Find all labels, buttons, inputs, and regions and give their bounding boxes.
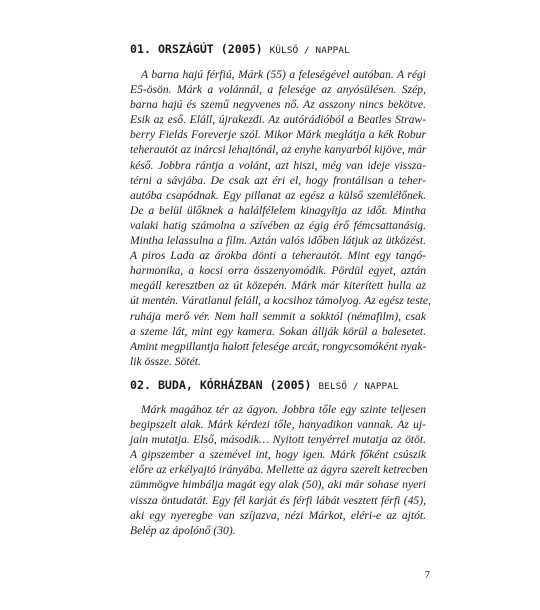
scene-text-line: Esik az eső. Eláll, újrakezdi. Az autórádióból a Beatles Straw- <box>130 113 426 127</box>
scene-text-line: késő. Jobbra rántja a volánt, azt hiszi, még van ideje vissza- <box>130 158 426 172</box>
scene-description-1 <box>130 67 431 369</box>
scene-text-line: jain mutatja. Első, második… Nyitott tenyérrel mutatja az ötöt. <box>130 433 426 447</box>
scene-text-line: teherautót az inárcsi lehajtónál, az enyhe kanyarból kijöve, már <box>130 143 427 157</box>
scene-text-line: begipszelt alak. Márk kérdezi tőle, hanyadikon vannak. Az uj- <box>130 418 426 432</box>
scene-text-line: E5-ösön. Márk a volánnál, a felesége az anyósülésen. Szép, <box>130 83 426 97</box>
scene-text-line: Amint megpillantja halott felesége arcát, rongycsomóként nyak- <box>130 339 427 353</box>
scene-number: 02. <box>130 378 151 392</box>
scene-text-line: autóba csapódnak. Egy pillanat az egész a külső szemlélőnek. <box>130 188 426 202</box>
scene-text-line: aki egy nyeregbe van szíjazva, nézi Márkot, eléri-e az ajtót. <box>130 508 426 522</box>
scene-tag: BELSŐ / NAPPAL <box>318 381 399 392</box>
scene-text-line: A barna hajú férfiú, Márk (55) a feleségével autóban. A régi <box>141 68 426 81</box>
scene-text-line: zümmögve himbálja magát egy alak (50), aki már sohase nyeri <box>130 478 426 492</box>
scene-number: 01. <box>130 42 151 56</box>
scene-text-line: A gipszember a szemével int, hogy igen. Márk főként csúszik <box>130 448 426 462</box>
scene-text-line: ruhája merő vér. Nem hall semmit a sokktól (némafilm), csak <box>130 309 426 323</box>
scene-text-line: térni a sávjába. De csak azt éri el, hogy frontálisan a teher- <box>130 173 426 187</box>
scene-text-line: harmonika, a kocsi orra összenyomódik. Pördül egyet, aztán <box>130 264 426 278</box>
scene-text-line: vissza öntudatát. Egy fél karját és férfi lábát vesztett férfi (45), <box>130 493 426 507</box>
scene-location: BUDA, KÓRHÁZBAN <box>157 378 263 392</box>
scene-description-2 <box>130 402 426 538</box>
scene-heading-1 <box>130 42 350 56</box>
scene-text-line: a szeme lát, mint egy kamera. Sokan állják körül a balesetet. <box>130 324 426 338</box>
scene-location: ORSZÁGÚT <box>157 42 214 56</box>
scene-tag: KÜLSŐ / NAPPAL <box>269 45 350 56</box>
scene-year: (2005) <box>220 42 263 56</box>
scene-text-line: Mintha lelassulna a film. Aztán valós időben látjuk az ütközést. <box>130 234 426 248</box>
scene-text-line: lik össze. Sötét. <box>130 354 201 368</box>
scene-text-line: A piros Lada az árokba dönti a teherautót. Mint egy tangó- <box>130 249 426 263</box>
scene-text-line: De a belül ülőknek a halálfélelem kinagyítja az időt. Mintha <box>130 203 426 217</box>
scene-text-line: Márk magához tér az ágyon. Jobbra tőle egy szinte teljesen <box>141 403 426 416</box>
scene-text-line: valaki hatig számolna a szívében az égig érő fémcsattanásig. <box>130 218 426 232</box>
scene-year: (2005) <box>269 378 312 392</box>
scene-text-line: Belép az ápolónő (30). <box>130 523 236 537</box>
scene-text-line: berry Fields Foreverje szól. Mikor Márk meglátja a kék Robur <box>130 128 426 142</box>
scene-text-line: előre az erkélyajtó irányába. Mellette az ágyra szerelt ketrecben <box>130 463 428 477</box>
scene-heading-2 <box>130 378 399 392</box>
scene-text-line: barna hajú és szemű negyvenes nő. Az asszony nincs bekötve. <box>130 98 426 112</box>
scene-text-line: út mentén. Váratlanul feláll, a kocsihoz támolyog. Az egész teste, <box>130 294 431 308</box>
page-number: 7 <box>424 570 430 581</box>
scene-text-line: megáll keresztben az út közepén. Márk már kiterített hulla az <box>130 279 426 293</box>
